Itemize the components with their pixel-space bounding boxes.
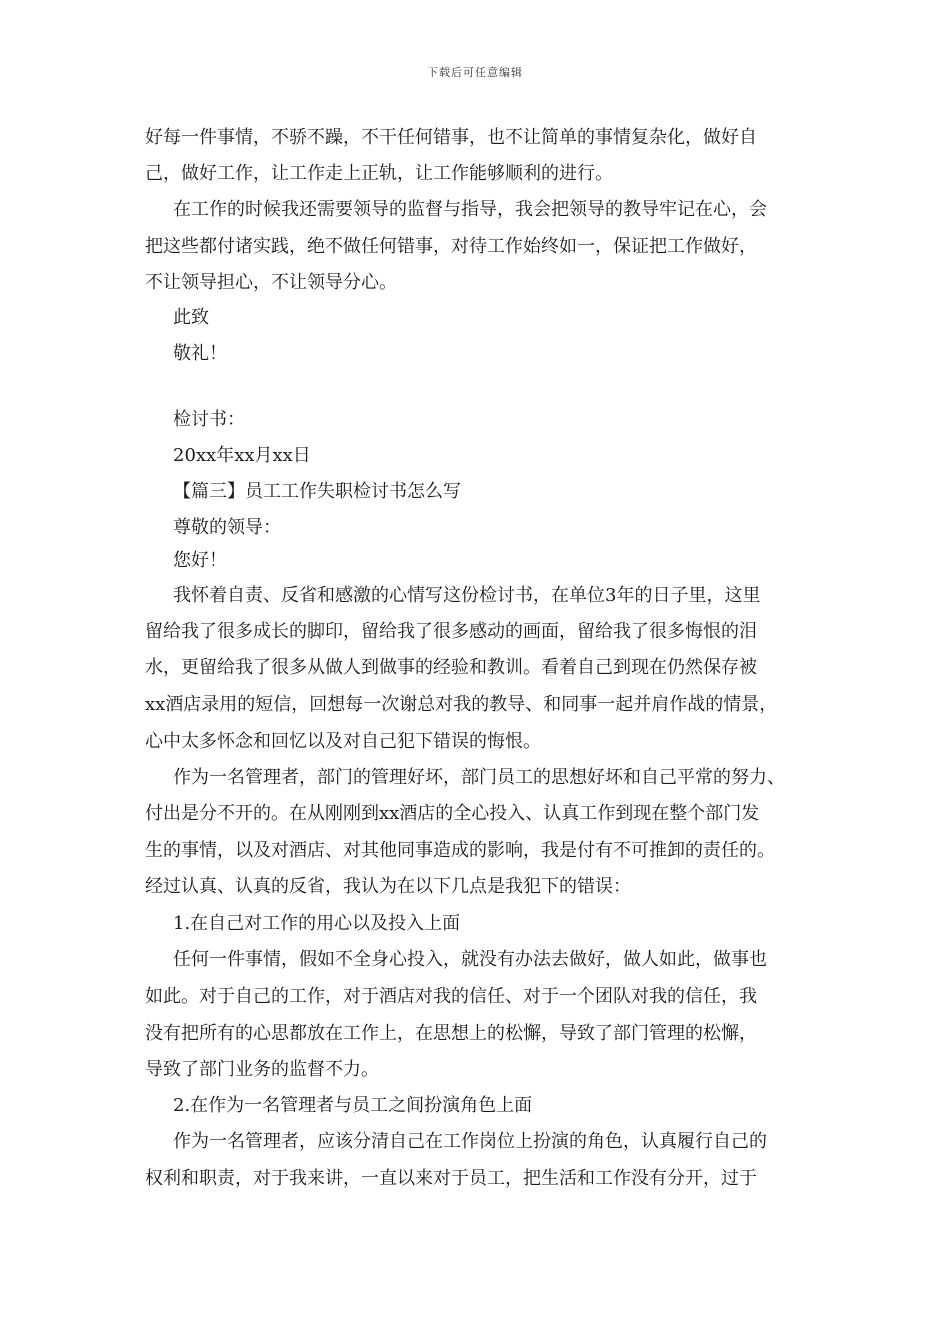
text-line: 不让领导担心，不让领导分心。: [145, 272, 397, 293]
text-line: 作为一名管理者，部门的管理好坏，部门员工的思想好坏和自己平常的努力、: [173, 767, 785, 788]
text-line: 心中太多怀念和回忆以及对自己犯下错误的悔恨。: [145, 731, 541, 752]
text-line: 权利和职责，对于我来讲，一直以来对于员工，把生活和工作没有分开，过于: [145, 1168, 757, 1189]
text-line: 没有把所有的心思都放在工作上，在思想上的松懈，导致了部门管理的松懈，: [145, 1023, 757, 1044]
text-line: 水，更留给我了很多从做人到做事的经验和教训。看着自己到现在仍然保存被: [145, 657, 757, 678]
greeting: 您好！: [173, 550, 227, 571]
signature-label: 检讨书：: [173, 409, 245, 430]
closing-regards: 敬礼！: [173, 343, 227, 364]
list-item-heading: 1.在自己对工作的用心以及投入上面: [173, 913, 461, 934]
text-line: xx酒店录用的短信，回想每一次谢总对我的教导、和同事一起并肩作战的情景，: [145, 694, 778, 715]
greeting-addressee: 尊敬的领导：: [173, 517, 281, 538]
list-item-heading: 2.在作为一名管理者与员工之间扮演角色上面: [173, 1095, 533, 1116]
text-line: 如此。对于自己的工作，对于酒店对我的信任、对于一个团队对我的信任，我: [145, 986, 757, 1007]
text-line: 把这些都付诸实践，绝不做任何错事，对待工作始终如一，保证把工作做好，: [145, 236, 757, 257]
text-line: 生的事情，以及对酒店、对其他同事造成的影响，我是付有不可推卸的责任的。: [145, 840, 775, 861]
text-line: 经过认真、认真的反省，我认为在以下几点是我犯下的错误：: [145, 876, 631, 897]
text-line: 己，做好工作，让工作走上正轨，让工作能够顺利的进行。: [145, 163, 613, 184]
text-line: 好每一件事情，不骄不躁，不干任何错事，也不让简单的事情复杂化，做好自: [145, 127, 757, 148]
section-title: 【篇三】员工工作失职检讨书怎么写: [173, 481, 461, 502]
text-line: 在工作的时候我还需要领导的监督与指导，我会把领导的教导牢记在心，会: [173, 199, 767, 220]
date-line: 20xx年xx月xx日: [173, 445, 311, 466]
text-line: 导致了部门业务的监督不力。: [145, 1059, 379, 1080]
closing-salutation: 此致: [173, 307, 209, 328]
text-line: 作为一名管理者，应该分清自己在工作岗位上扮演的角色，认真履行自己的: [173, 1131, 767, 1152]
page-header: 下载后可任意编辑: [427, 66, 523, 79]
text-line: 付出是分不开的。在从刚刚到xx酒店的全心投入、认真工作到现在整个部门发: [145, 803, 760, 824]
text-line: 任何一件事情，假如不全身心投入，就没有办法去做好，做人如此，做事也: [173, 949, 767, 970]
text-line: 我怀着自责、反省和感激的心情写这份检讨书，在单位3年的日子里，这里: [173, 585, 761, 606]
text-line: 留给我了很多成长的脚印，留给我了很多感动的画面，留给我了很多悔恨的泪: [145, 621, 757, 642]
